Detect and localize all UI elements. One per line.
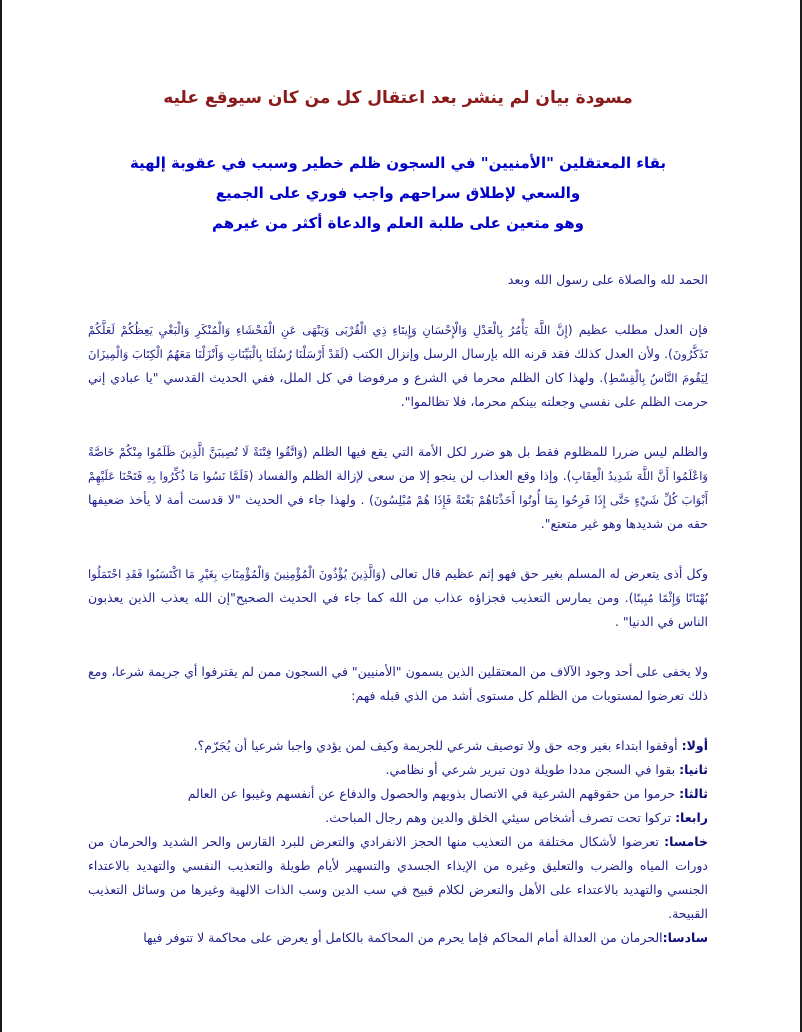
quran-verse: وَالَّذِينَ يُؤْذُونَ الْمُؤْمِنِينَ وَالْمُؤْمِنَاتِ بِغَيْرِ مَا اكْتَسَبُوا فَقَدِ احْتَمَلُوا بُهْتَانًا وَإِثْمًا مُبِينًا [88, 567, 708, 605]
list-item-text: حرموا من حقوقهم الشرعية في الاتصال بذويهم والحصول والدفاع عن أنفسهم وغيبوا عن العالم [187, 786, 680, 801]
paragraph-text: والظلم ليس ضررا للمظلوم فقط بل هو ضرر لكل الأمة التي يقع فيها الظلم ( [302, 444, 708, 459]
list-item [88, 806, 708, 830]
quran-verse: وَاتَّقُوا فِتْنَةً لَا تُصِيبَنَّ الَّذِينَ ظَلَمُوا مِنْكُمْ خَاصَّةً وَاعْلَمُوا أَنَّ اللَّهَ شَدِيدُ الْعِقَابِ [88, 445, 708, 483]
list-item-text: بقوا في السجن مددا طويلة دون تبرير شرعي أو نظامي. [385, 762, 680, 777]
opening-line: الحمد لله والصلاة على رسول الله وبعد [507, 272, 708, 287]
paragraph-injustice-harm [88, 440, 708, 536]
list-item [88, 758, 708, 782]
page-edge-left [0, 0, 2, 1032]
list-item [88, 782, 708, 806]
quran-verse: إِنَّ اللَّهَ يَأْمُرُ بِالْعَدْلِ وَالْإِحْسَانِ وَإِيتَاءِ ذِي الْقُرْبَى وَيَنْهَى عَنِ الْفَحْشَاءِ وَالْمُنْكَرِ وَالْبَغْيِ يَعِظُكُمْ لَعَلَّكُمْ تَذَكَّرُونَ [88, 323, 708, 361]
grievance-list [88, 734, 708, 950]
list-item-label: ثانيا: [679, 762, 708, 777]
list-item-label: رابعا: [675, 810, 708, 825]
paragraph-text: ). ومن يمارس التعذيب فجزاؤه عذاب من الله كما جاء في الحديث الصحيح"إن الله يعذب الذين يعذبون الناس في الدنيا" . [88, 590, 708, 629]
paragraph-justice [88, 318, 708, 414]
paragraph-harm-sin [88, 562, 708, 634]
subtitle-line-3: وهو متعين على طلبة العلم والدعاة أكثر من غيرهم [211, 214, 584, 232]
list-item [88, 926, 708, 950]
paragraph-text: ). ولأن العدل كذلك فقد قرنه الله بإرسال الرسل وإنزال الكتب ( [343, 346, 673, 361]
document-title: مسودة بيان لم ينشر بعد اعتقال كل من كان سيوقع عليه [163, 88, 633, 108]
list-item [88, 734, 708, 758]
paragraph-detainees [88, 660, 708, 708]
list-item-text: أوقفوا ابتداء بغير وجه حق ولا توصيف شرعي للجريمة وكيف لمن يؤدي واجبا شرعيا أن يُجَرّم؟. [193, 738, 682, 753]
list-item-text: تركوا تحت تصرف أشخاص سيئي الخلق والدين وهم رجال المباحث. [325, 810, 676, 825]
list-item-label: سادسا: [662, 930, 708, 945]
paragraph-text: ). ولهذا كان الظلم محرما في الشرع و مرفوضا في كل الملل، ففي الحديث القدسي "يا عبادي إني حرمت الظلم على نفسي وجعلته بينكم محرما، فلا تظالموا". [88, 370, 708, 409]
subtitle-line-2: والسعي لإطلاق سراحهم واجب فوري على الجميع [215, 184, 581, 202]
list-item-label: أولا: [681, 738, 708, 753]
paragraph-text: فإن العدل مطلب عظيم ( [567, 322, 708, 337]
paragraph-text: وكل أذى يتعرض له المسلم بغير حق فهو إثم عظيم قال تعالى ( [381, 566, 708, 581]
list-item-label: ثالثا: [679, 786, 708, 801]
paragraph-text: ). وإذا وقع العذاب لن ينجو إلا من سعى لإزالة الظلم والفساد ( [248, 468, 572, 483]
list-item [88, 830, 708, 926]
quran-verse: لَقَدْ أَرْسَلْنَا رُسُلَنَا بِالْبَيِّنَاتِ وَأَنْزَلْنَا مَعَهُمُ الْكِتَابَ وَالْمِيزَانَ لِيَقُومَ النَّاسُ بِالْقِسْطِ [88, 347, 708, 385]
subtitle-line-1: بقاء المعتقلين "الأمنيين" في السجون ظلم خطير وسبب في عقوبة إلهية [129, 154, 667, 172]
quran-verse: فَلَمَّا نَسُوا مَا ذُكِّرُوا بِهِ فَتَحْنَا عَلَيْهِمْ أَبْوَابَ كُلِّ شَيْءٍ حَتَّى إِذَا فَرِحُوا بِمَا أُوتُوا أَخَذْنَاهُمْ بَغْتَةً فَإِذَا هُمْ مُبْلِسُونَ [88, 469, 708, 507]
paragraph-text: ) . ولهذا جاء في الحديث "لا قدست أمة لا يأخذ ضعيفها حقه من شديدها وهو غير متعتع". [88, 492, 708, 531]
list-item-text: الحرمان من العدالة أمام المحاكم فإما يحرم من المحاكمة بالكامل أو يعرض على محاكمة لا تتوفر فيها [143, 930, 663, 945]
list-item-text: تعرضوا لأشكال مختلفة من التعذيب منها الحجز الانفرادي والتعرض للبرد القارس والحر الشديد والحرمان من دورات المياه والضرب والتعليق وغيره من الإيذاء الجسدي والتسهير لأيام طويلة والتعذيب النفسي والتهديد بالاعتداء الجنسي والتهديد بالاعتداء على الأهل والتعرض لكلام قبيح في سب الدين وسب الذات الالهية وغيرها من وسائل التعذيب القبيحة. [88, 834, 708, 921]
list-item-label: خامسا: [664, 834, 708, 849]
document-subtitle [88, 148, 708, 238]
paragraph-text: ولا يخفى على أحد وجود الآلاف من المعتقلين الذين يسمون "الأمنيين" في السجون ممن لم يقترفوا أي جريمة شرعا، ومع ذلك تعرضوا لمستويات من الظلم كل مستوى أشد من الذي قبله فهم: [88, 664, 708, 703]
statement-text [88, 268, 708, 950]
document-body [88, 88, 708, 950]
